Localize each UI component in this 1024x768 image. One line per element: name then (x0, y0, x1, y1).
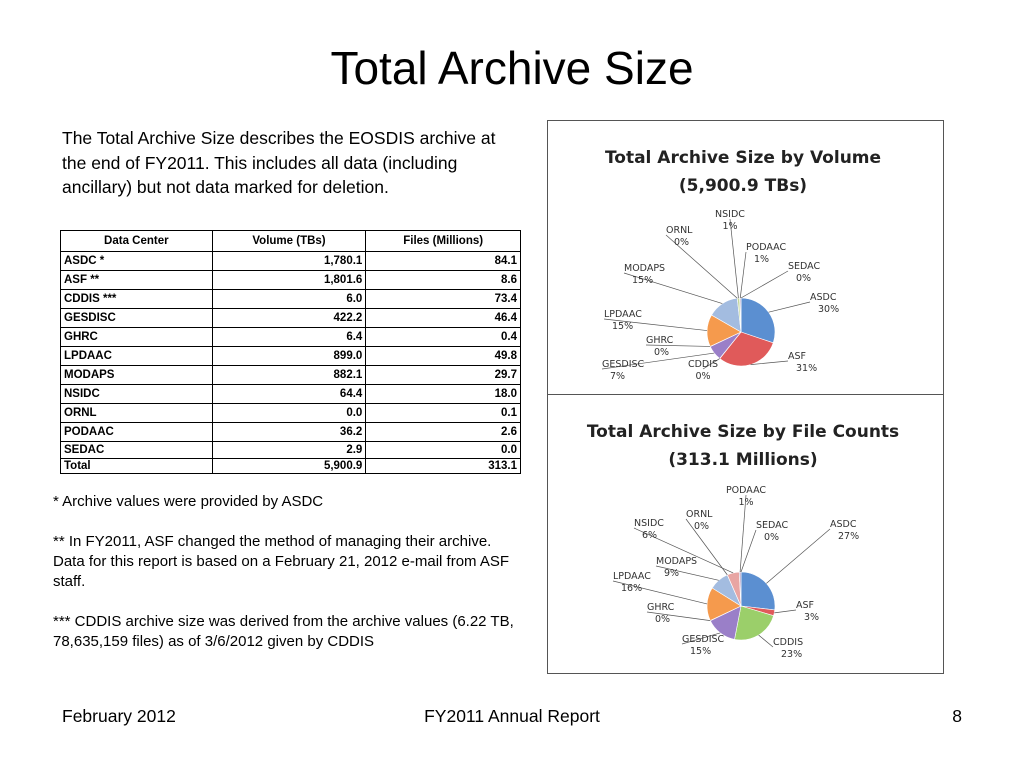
pie-label-lpdaac: LPDAAC (613, 571, 651, 582)
cell-files: 8.6 (366, 271, 521, 290)
cell-center: SEDAC (61, 442, 213, 459)
cell-files: 29.7 (366, 366, 521, 385)
cell-volume: 64.4 (212, 385, 366, 404)
cell-center: GHRC (61, 328, 213, 347)
cell-center: LPDAAC (61, 347, 213, 366)
pie-label-lpdaac: LPDAAC (604, 309, 642, 320)
pie-percent-cddis: 23% (781, 649, 803, 660)
cell-files: 73.4 (366, 290, 521, 309)
pie-label-ghrc: GHRC (646, 335, 674, 346)
cell-center: CDDIS *** (61, 290, 213, 309)
table-row (61, 252, 521, 271)
cell-files: 0.0 (366, 442, 521, 459)
pie-label-gesdisc: GESDISC (682, 634, 725, 645)
footnotes (53, 492, 523, 672)
footer-report-name: FY2011 Annual Report (424, 706, 600, 726)
pie-label-sedac: SEDAC (756, 520, 789, 531)
chart-title: Total Archive Size by Volume (604, 148, 882, 168)
intro-text: The Total Archive Size describes the EOSDIS archive at the end of FY2011. This includes all data (including ancillary) but not data marked for deletion. (62, 128, 496, 197)
cell-volume: 0.0 (212, 404, 366, 423)
leader-line-sedac (741, 530, 756, 572)
leader-line-asdc (769, 302, 810, 312)
leader-line-podaac (740, 252, 746, 298)
cell-total-volume: 5,900.9 (212, 459, 366, 474)
pie-label-sedac: SEDAC (788, 261, 821, 272)
cell-volume: 882.1 (212, 366, 366, 385)
pie-label-asf: ASF (796, 600, 814, 611)
pie-percent-lpdaac: 16% (621, 583, 643, 594)
leader-line-asf (774, 610, 796, 613)
cell-volume: 36.2 (212, 423, 366, 442)
pie-percent-asf: 31% (796, 363, 818, 374)
pie-label-asdc: ASDC (830, 519, 857, 530)
cell-files: 18.0 (366, 385, 521, 404)
cell-volume: 422.2 (212, 309, 366, 328)
pie-percent-podaac: 1% (738, 497, 754, 508)
data-center-table (60, 230, 521, 474)
pie-label-gesdisc: GESDISC (602, 359, 645, 370)
pie-label-ornl: ORNL (686, 509, 713, 520)
cell-files: 0.1 (366, 404, 521, 423)
pie-label-nsidc: NSIDC (715, 209, 745, 220)
chart-title: Total Archive Size by File Counts (586, 422, 900, 442)
cell-volume: 1,801.6 (212, 271, 366, 290)
cell-center: ASDC * (61, 252, 213, 271)
slide-title: Total Archive Size (330, 42, 694, 94)
pie-percent-nsidc: 6% (642, 530, 658, 541)
pie-percent-gesdisc: 7% (610, 371, 626, 382)
pie-percent-lpdaac: 15% (612, 321, 634, 332)
cell-files: 49.8 (366, 347, 521, 366)
pie-percent-sedac: 0% (764, 532, 780, 543)
pie-slice-asdc (741, 572, 775, 610)
pie-label-asf: ASF (788, 351, 806, 362)
pie-percent-sedac: 0% (796, 273, 812, 284)
pie-percent-podaac: 1% (754, 254, 770, 265)
column-header-center: Data Center (61, 231, 213, 252)
cell-center: ORNL (61, 404, 213, 423)
pie-percent-ghrc: 0% (654, 347, 670, 358)
table-row (61, 366, 521, 385)
column-header-volume: Volume (TBs) (212, 231, 366, 252)
pie-percent-ornl: 0% (674, 237, 690, 248)
pie-percent-asdc: 30% (818, 304, 840, 315)
cell-center: MODAPS (61, 366, 213, 385)
table-row (61, 290, 521, 309)
pie-label-cddis: CDDIS (687, 359, 719, 370)
cell-volume: 1,780.1 (212, 252, 366, 271)
pie-percent-modaps: 9% (664, 568, 680, 579)
table-row (61, 385, 521, 404)
pie-label-asdc: ASDC (810, 292, 837, 303)
footer-page-number: 8 (952, 706, 962, 726)
footnote-asdc: * Archive values were provided by ASDC (53, 493, 324, 510)
table-row (61, 271, 521, 290)
table-row (61, 442, 521, 459)
cell-volume: 6.4 (212, 328, 366, 347)
cell-volume: 6.0 (212, 290, 366, 309)
table-row (61, 309, 521, 328)
pie-charts (548, 121, 943, 673)
pie-percent-cddis: 0% (695, 371, 711, 382)
footnote-cddis: *** CDDIS archive size was derived from the archive values (6.22 TB, 78,635,159 files) as of 3/6/2012 given by CDDIS (53, 613, 514, 650)
pie-label-ornl: ORNL (666, 225, 693, 236)
pie-percent-asf: 3% (804, 612, 820, 623)
cell-center: PODAAC (61, 423, 213, 442)
pie-percent-asdc: 27% (838, 531, 860, 542)
table-row (61, 423, 521, 442)
pie-percent-gesdisc: 15% (690, 646, 712, 657)
pie-label-cddis: CDDIS (773, 637, 804, 648)
footnote-asf: ** In FY2011, ASF changed the method of managing their archive. Data for this report is based on a February 21, 2012 e-mail from ASF staff. (53, 533, 510, 590)
pie-percent-nsidc: 1% (722, 221, 738, 232)
table-row (61, 328, 521, 347)
cell-files: 2.6 (366, 423, 521, 442)
leader-line-sedac (741, 271, 788, 298)
table-total-row (61, 459, 521, 474)
cell-volume: 2.9 (212, 442, 366, 459)
pie-label-podaac: PODAAC (725, 485, 767, 496)
pie-label-podaac: PODAAC (746, 242, 787, 253)
cell-volume: 899.0 (212, 347, 366, 366)
footer-date: February 2012 (62, 706, 176, 726)
pie-label-ghrc: GHRC (647, 602, 675, 613)
pie-label-nsidc: NSIDC (634, 518, 664, 529)
cell-center: GESDISC (61, 309, 213, 328)
chart-panel (547, 120, 944, 674)
table-header-row (61, 231, 521, 252)
chart-subtitle: (5,900.9 TBs) (678, 176, 808, 196)
cell-files: 0.4 (366, 328, 521, 347)
cell-files: 84.1 (366, 252, 521, 271)
cell-total-files: 313.1 (366, 459, 521, 474)
leader-line-cddis (759, 635, 773, 647)
cell-center: NSIDC (61, 385, 213, 404)
column-header-files: Files (Millions) (366, 231, 521, 252)
cell-files: 46.4 (366, 309, 521, 328)
pie-percent-ghrc: 0% (655, 614, 671, 625)
cell-center: ASF ** (61, 271, 213, 290)
chart-subtitle: (313.1 Millions) (668, 450, 818, 470)
cell-total-label: Total (61, 459, 213, 474)
table-row (61, 347, 521, 366)
pie-percent-ornl: 0% (694, 521, 710, 532)
pie-label-modaps: MODAPS (624, 263, 666, 274)
table-row (61, 404, 521, 423)
pie-percent-modaps: 15% (632, 275, 654, 286)
pie-label-modaps: MODAPS (656, 556, 698, 567)
